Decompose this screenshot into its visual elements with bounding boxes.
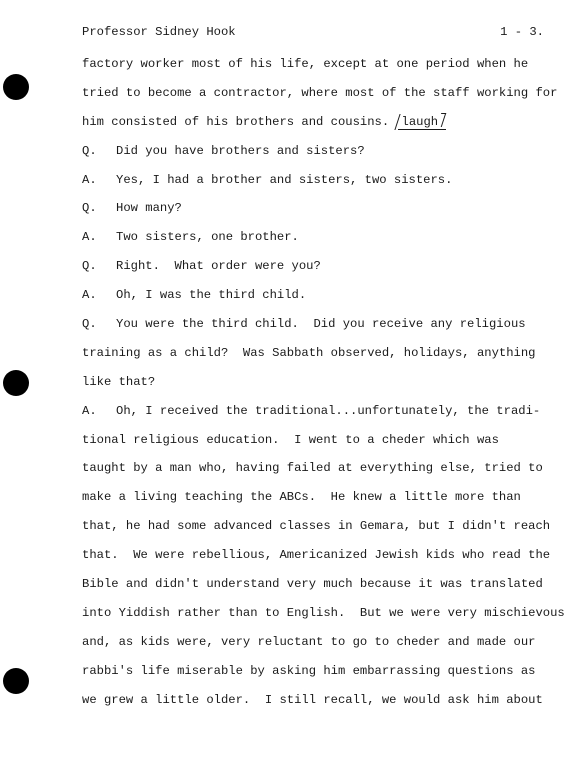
stage-direction: [397, 113, 448, 131]
binder-hole: [3, 668, 29, 694]
transcript-body: [82, 55, 565, 719]
line-text: How many?: [116, 201, 182, 216]
transcript-line: [82, 199, 562, 228]
bracket-end: [437, 113, 447, 127]
speaker-label: A.: [82, 230, 97, 245]
speaker-label: Q.: [82, 259, 97, 274]
line-text: taught by a man who, having failed at everything else, tried to: [82, 461, 543, 476]
line-text: factory worker most of his life, except at one period when he: [82, 57, 529, 71]
line-text: Did you have brothers and sisters?: [116, 143, 365, 158]
transcript-line: [82, 84, 562, 113]
transcript-line: [82, 257, 562, 286]
binder-hole: [3, 370, 29, 396]
transcript-line: [82, 55, 562, 84]
transcript-line: [82, 286, 562, 315]
transcript-line: [82, 488, 562, 517]
line-text: Oh, I was the third child.: [116, 288, 307, 303]
line-text: make a living teaching the ABCs. He knew a little more than: [82, 490, 521, 505]
line-text: that. We were rebellious, Americanized Jewish kids who read the: [82, 548, 551, 563]
line-text: Bible and didn't understand very much because it was translated: [82, 577, 543, 592]
line-text: training as a child? Was Sabbath observed, holidays, anything: [82, 345, 536, 360]
page-number: 1 - 3.: [500, 25, 544, 39]
line-text: tional religious education. I went to a cheder which was: [82, 432, 499, 447]
transcript-line: [82, 662, 562, 691]
stage-direction-text: laugh: [401, 114, 439, 129]
transcript-line: [82, 575, 562, 604]
binder-hole: [3, 74, 29, 100]
line-text: rabbi's life miserable by asking him embarrassing questions as: [82, 663, 536, 678]
speaker-label: A.: [82, 288, 97, 303]
line-text: and, as kids were, very reluctant to go to cheder and made our: [82, 634, 536, 649]
line-text: You were the third child. Did you receive any religious: [116, 317, 526, 332]
line-text: like that?: [82, 374, 156, 389]
line-text: Right. What order were you?: [116, 259, 321, 274]
line-text: we grew a little older. I still recall, we would ask him about: [82, 692, 543, 707]
transcript-line: [82, 142, 562, 171]
transcript-line: [82, 113, 562, 142]
transcript-line: [82, 604, 565, 633]
transcript-line: [82, 546, 562, 575]
transcript-line: [82, 459, 562, 488]
transcript-line: [82, 431, 562, 460]
interviewee-name: Professor Sidney Hook: [82, 25, 236, 39]
transcript-line: [82, 228, 562, 257]
transcript-line: [82, 344, 562, 373]
line-text: Oh, I received the traditional...unfortunately, the tradi-: [116, 403, 541, 418]
speaker-label: Q.: [82, 317, 97, 332]
speaker-label: Q.: [82, 143, 97, 158]
line-text: Two sisters, one brother.: [116, 230, 299, 245]
speaker-label: A.: [82, 403, 97, 418]
transcript-line: [82, 402, 562, 431]
speaker-label: A.: [82, 172, 97, 187]
transcript-line: [82, 315, 562, 344]
transcript-line: [82, 691, 562, 720]
line-text: him consisted of his brothers and cousins.: [82, 114, 390, 129]
transcript-line: [82, 373, 562, 402]
transcript-line: [82, 171, 562, 200]
line-text: tried to become a contractor, where most of the staff working for: [82, 85, 558, 100]
line-text: Yes, I had a brother and sisters, two sisters.: [116, 172, 453, 187]
line-text: into Yiddish rather than to English. But we were very mischievous: [82, 605, 565, 620]
page-header: [82, 25, 544, 43]
line-text: that, he had some advanced classes in Gemara, but I didn't reach: [82, 519, 551, 534]
transcript-line: [82, 633, 562, 662]
speaker-label: Q.: [82, 201, 97, 216]
transcript-line: [82, 517, 562, 546]
